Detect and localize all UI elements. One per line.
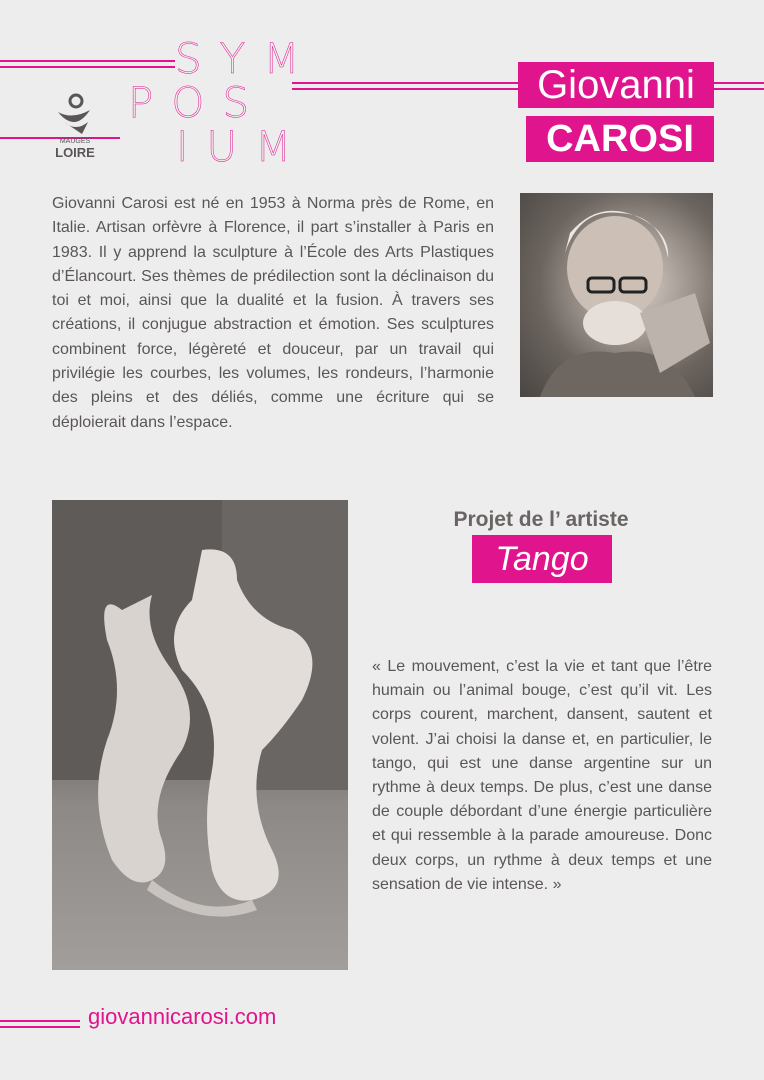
portrait-image: [520, 193, 713, 397]
artist-first-name: Giovanni: [518, 62, 714, 108]
website-link[interactable]: giovannicarosi.com: [88, 1004, 277, 1029]
header-line-top-left: [0, 60, 175, 62]
project-title: Tango: [472, 535, 612, 583]
header-line-right-edge: [714, 82, 764, 84]
symposium-line-2: POS: [128, 78, 268, 127]
artist-last-name: CAROSI: [526, 116, 714, 162]
header-line-top-left-2: [0, 66, 175, 68]
project-label: Projet de l’ artiste: [453, 508, 629, 531]
sculpture-photo: [52, 500, 348, 970]
header-line-top-right: [292, 82, 518, 84]
logo-text-small: MAUGES: [59, 138, 91, 145]
footer-line: [0, 1020, 80, 1022]
sculpture-image: [52, 500, 348, 970]
symposium-line-1: SYM: [175, 34, 318, 83]
mauges-loire-logo: [52, 92, 98, 172]
logo-text-big: LOIRE: [55, 145, 95, 160]
artist-portrait: [520, 193, 713, 397]
artist-bio: Giovanni Carosi est né en 1953 à Norma près de Rome, en Italie. Artisan orfèvre à Florence, il part s’installer à Paris en 1983. Il y apprend la sculpture à l’École des Arts Plastiques d’Élancourt. Ses thèmes de prédilection sont la déclinaison du toi et moi, ainsi que la dualité et la fusion. À travers ses créations, il conjugue abstraction et émotion. Ses sculptures combinent force, légèreté et douceur, par un travail qui privilégie les courbes, les volumes, les rondeurs, l’harmonie des pleins et des déliés, comme une écriture qui se déploierait dans l’espace.: [52, 195, 494, 431]
artist-quote: « Le mouvement, c’est la vie et tant que l’être humain ou l’animal bouge, c’est qu’il vit. Les corps courent, marchent, dansent, sautent et volent. J’ai choisi la danse et, en particulier, le tango, qui est une danse argentine sur un rythme à deux temps. De plus, c’est une danse de couple débordant d’une énergie particulière et qui ressemble à la parade amoureuse. Donc deux corps, un rythme à deux temps et une sensation de vie intense. »: [372, 658, 712, 893]
mauges-loire-icon: [52, 92, 98, 136]
logo-text: [52, 137, 98, 160]
footer-line-2: [0, 1026, 80, 1028]
header-line-top-right-2: [292, 88, 518, 90]
header-line-right-edge-2: [714, 88, 764, 90]
symposium-line-3: IUM: [176, 122, 310, 171]
